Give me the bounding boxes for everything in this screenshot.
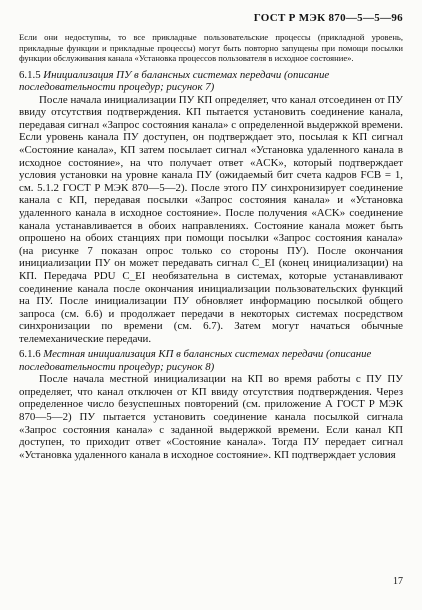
section-title: Местная инициализация КП в балансных системах передачи (описание последовательности процедур; рисунок 8) — [19, 348, 372, 373]
section-6-1-6-heading — [19, 348, 403, 373]
section-title: Инициализация ПУ в балансных системах передачи (описание последовательности процедур; рисунок 7) — [19, 68, 330, 94]
page-number: 17 — [393, 576, 403, 587]
section-6-1-5-heading — [19, 69, 403, 94]
section-6-1-5-paragraph: После начала инициализации ПУ КП определяет, что канал отсоединен от ПУ ввиду отсутствия подтверждения. КП пытается установить соединение канала, передавая сигнал «Запрос состояния канала» с определенной выдержкой времени. Если уровень канала ПУ доступен, он подтверждает это, посылая к КП сигнал «Состояние канала», КП затем посылает сигнал «Установка удаленного канала в исходное состояние», на что получает ответ «ACK», который подтверждает условия установки на уровне канала ПУ (ожидаемый бит счета кадров FCB = 1, см. 5.1.2 ГОСТ Р МЭК 870—5—2). После этого ПУ синхронизирует соединение канала с КП, передавая посылки «Запрос состояния канала» и «Установка удаленного канала в исходное состояние». После получения «ACK» соединение канала устанавливается в обоих направлениях. Состояние канала может быть опрошено на обоих станциях при помощи посылки «Запрос состояния канала» (на рисунке 7 показан опрос только со стороны ПУ). После окончания инициализации ПУ он может передавать сигнал C_EI (конец инициализации) на КП. Передача PDU C_EI необязательна в системах, которые устанавливают соединение канала после окончания инициализации пользовательских функций на ПУ. После инициализации ПУ обновляет информацию посылкой общего запроса (см. 6.6) и продолжает передачи в некоторых системах посредством синхронизации по времени (см. 6.7). Затем могут начаться обычные телемеханические передачи. — [19, 93, 403, 345]
section-number: 6.1.6 — [19, 348, 41, 361]
standard-header: ГОСТ Р МЭК 870—5—5—96 — [253, 12, 403, 24]
section-number: 6.1.5 — [19, 68, 41, 81]
document-page — [19, 12, 403, 464]
section-6-1-6-paragraph: После начала местной инициализации на КП во время работы с ПУ ПУ определяет, что канал отключен от КП ввиду отсутствия подтверждения. Через определенное число безуспешных повторений (см. приложение А ГОСТ Р МЭК 870—5—2) ПУ пытается установить соединение канала посылкой сигнала «Запрос состояния канала» с заданной выдержкой времени. Если канал КП доступен, то приходит ответ «Состояние канала». Тогда ПУ передает сигнал «Установка удаленного канала в исходное состояние». КП подтверждает условия — [19, 373, 403, 461]
intro-paragraph: Если они недоступны, то все прикладные пользовательские процессы (прикладной уровень, прикладные функции и прикладные процессы) могут быть повторно запущены при помощи посылки функции обслуживания канала «Установка процессов пользователя в исходное состояние». — [19, 32, 403, 64]
